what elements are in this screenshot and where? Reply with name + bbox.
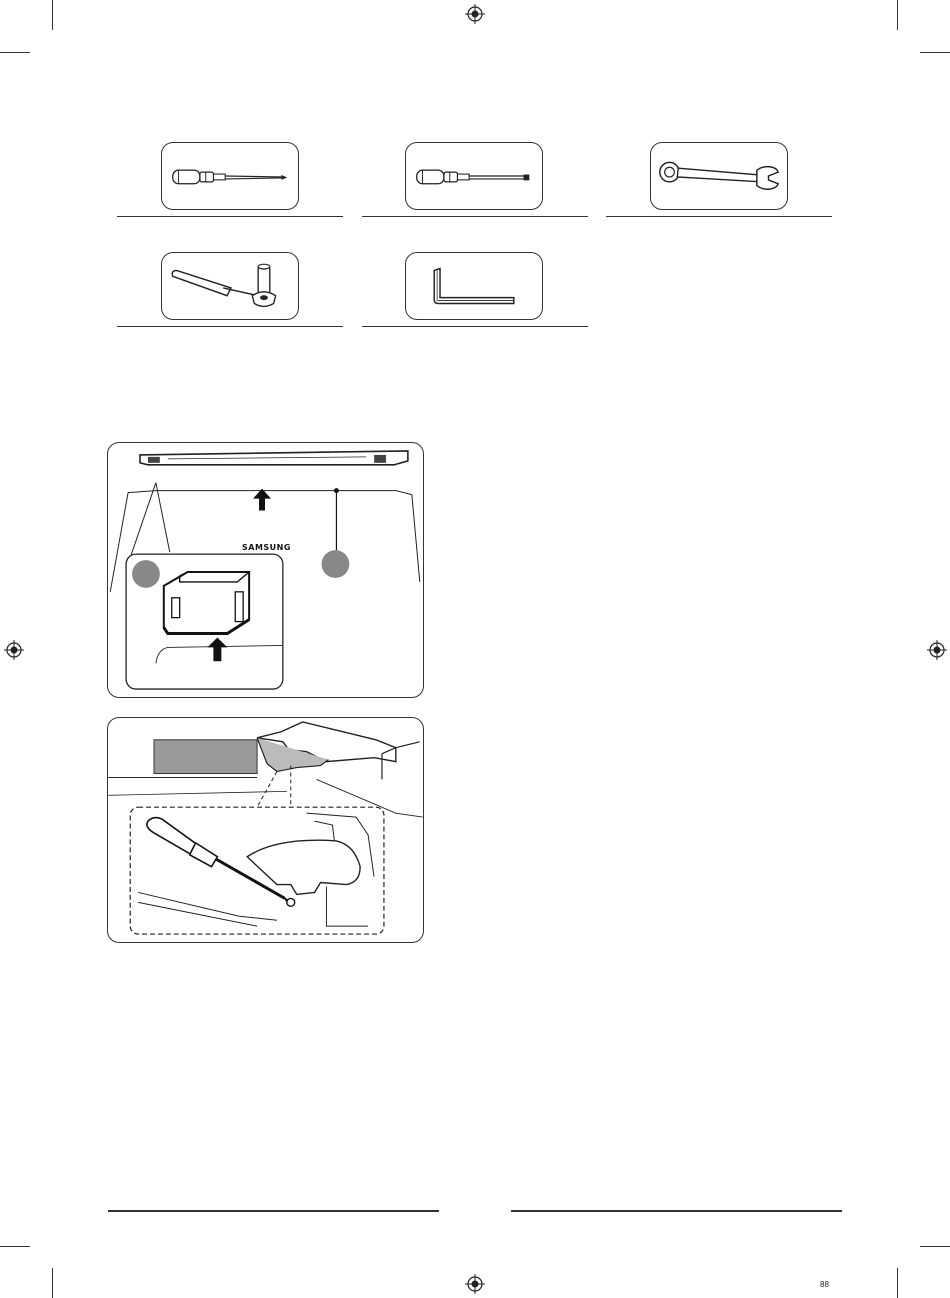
footer-rule-left [108, 1210, 439, 1212]
crop-mark [52, 1268, 53, 1298]
door-cover-removal-figure [107, 442, 424, 698]
wrench-icon [650, 142, 788, 210]
registration-mark-icon [465, 1274, 485, 1294]
footer-rule-right [511, 1210, 842, 1212]
crop-mark [920, 1246, 950, 1247]
phillips-screwdriver-icon [161, 142, 299, 210]
brand-label: SAMSUNG [242, 543, 291, 552]
tool-divider [117, 326, 343, 327]
crop-mark [0, 1246, 30, 1247]
socket-wrench-icon [161, 252, 299, 320]
crop-mark [897, 0, 898, 30]
crop-mark [0, 52, 30, 53]
tool-divider [362, 216, 588, 217]
screwdriver-pry-figure [107, 717, 424, 943]
registration-mark-icon [465, 4, 485, 24]
page-number: 88 [820, 1280, 829, 1289]
tool-divider [606, 216, 832, 217]
tool-divider [362, 326, 588, 327]
crop-mark [897, 1268, 898, 1298]
flat-screwdriver-icon [405, 142, 543, 210]
tool-divider [117, 216, 343, 217]
allen-key-icon [405, 252, 543, 320]
registration-mark-icon [4, 640, 24, 660]
registration-mark-icon [927, 640, 947, 660]
crop-mark [52, 0, 53, 30]
crop-mark [920, 52, 950, 53]
